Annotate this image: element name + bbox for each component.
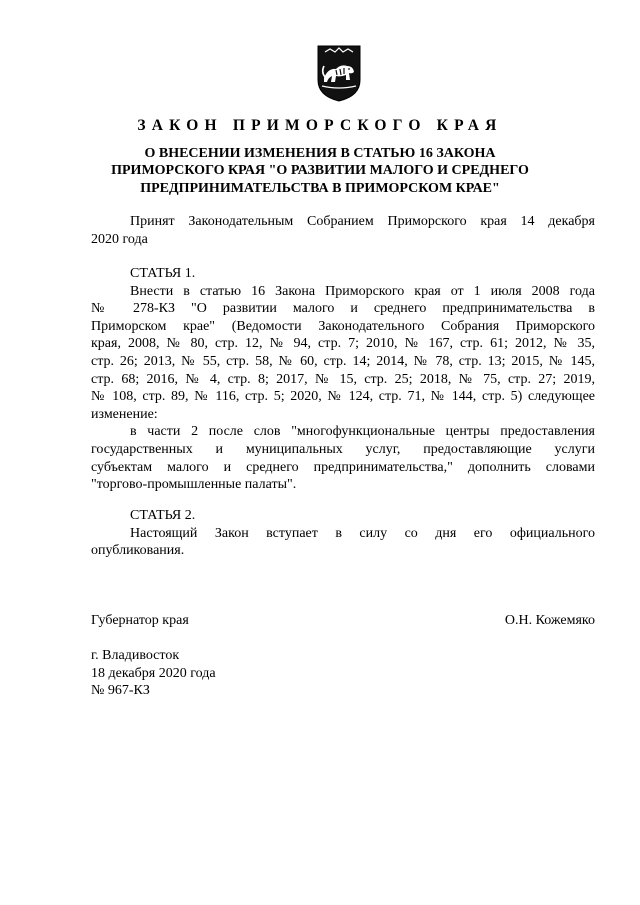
- law-number: № 967-КЗ: [91, 683, 150, 699]
- place-date-block: [91, 647, 216, 700]
- article-1: [91, 265, 595, 494]
- article-line: субъектам малого и среднего предпринимательства," дополнить словами: [91, 459, 595, 475]
- adoption-statement: [91, 213, 595, 248]
- signature-block: [91, 612, 595, 630]
- subtitle-line: ПРИМОРСКОГО КРАЯ "О РАЗВИТИИ МАЛОГО И СРЕДНЕГО: [111, 163, 529, 179]
- article-line: Настоящий Закон вступает в силу со дня его официального: [130, 525, 595, 541]
- article-line: стр. 68; 2016, № 4, стр. 8; 2017, № 15, стр. 25; 2018, № 75, стр. 27; 2019,: [91, 371, 595, 387]
- adoption-line: 2020 года: [91, 231, 148, 247]
- article-line: государственных и муниципальных услуг, предоставляющие услуги: [91, 441, 595, 457]
- article-line: Внести в статью 16 Закона Приморского края от 1 июля 2008 года: [130, 283, 595, 299]
- adoption-line: Принят Законодательным Собранием Приморского края 14 декабря: [130, 214, 595, 229]
- article-line: № 108, стр. 89, № 116, стр. 5; 2020, № 124, стр. 71, № 144, стр. 5) следующее: [91, 389, 595, 405]
- article-line: стр. 26; 2013, № 55, стр. 58, № 60, стр. 14; 2014, № 78, стр. 13; 2015, № 145,: [91, 353, 595, 369]
- article-heading: СТАТЬЯ 2.: [130, 508, 196, 523]
- article-line: изменение:: [91, 406, 158, 422]
- signatory-name: О.Н. Кожемяко: [504, 613, 595, 628]
- article-2: [91, 507, 595, 560]
- place: г. Владивосток: [91, 648, 180, 663]
- article-line: края, 2008, № 80, стр. 12, № 94, стр. 7; 2010, № 167, стр. 61; 2012, № 35,: [91, 336, 595, 352]
- subtitle-line: ПРЕДПРИНИМАТЕЛЬСТВА В ПРИМОРСКОМ КРАЕ": [140, 180, 500, 196]
- article-line: "торгово-промышленные палаты".: [91, 477, 297, 493]
- law-subtitle: [100, 145, 540, 197]
- article-heading: СТАТЬЯ 1.: [130, 266, 196, 281]
- article-line: Приморском крае" (Ведомости Законодательного Собрания Приморского: [91, 318, 595, 334]
- article-line: опубликования.: [91, 543, 185, 559]
- law-title: ЗАКОН ПРИМОРСКОГО КРАЯ: [137, 117, 503, 134]
- article-line: в части 2 после слов "многофункциональные центры предоставления: [130, 424, 595, 440]
- signatory-title: Губернатор края: [91, 613, 189, 628]
- date: 18 декабря 2020 года: [91, 665, 216, 681]
- subtitle-line: О ВНЕСЕНИИ ИЗМЕНЕНИЯ В СТАТЬЮ 16 ЗАКОНА: [144, 146, 496, 161]
- coat-of-arms-icon: [316, 44, 362, 102]
- article-line: № 278-КЗ "О развитии малого и среднего предпринимательства в: [91, 301, 595, 317]
